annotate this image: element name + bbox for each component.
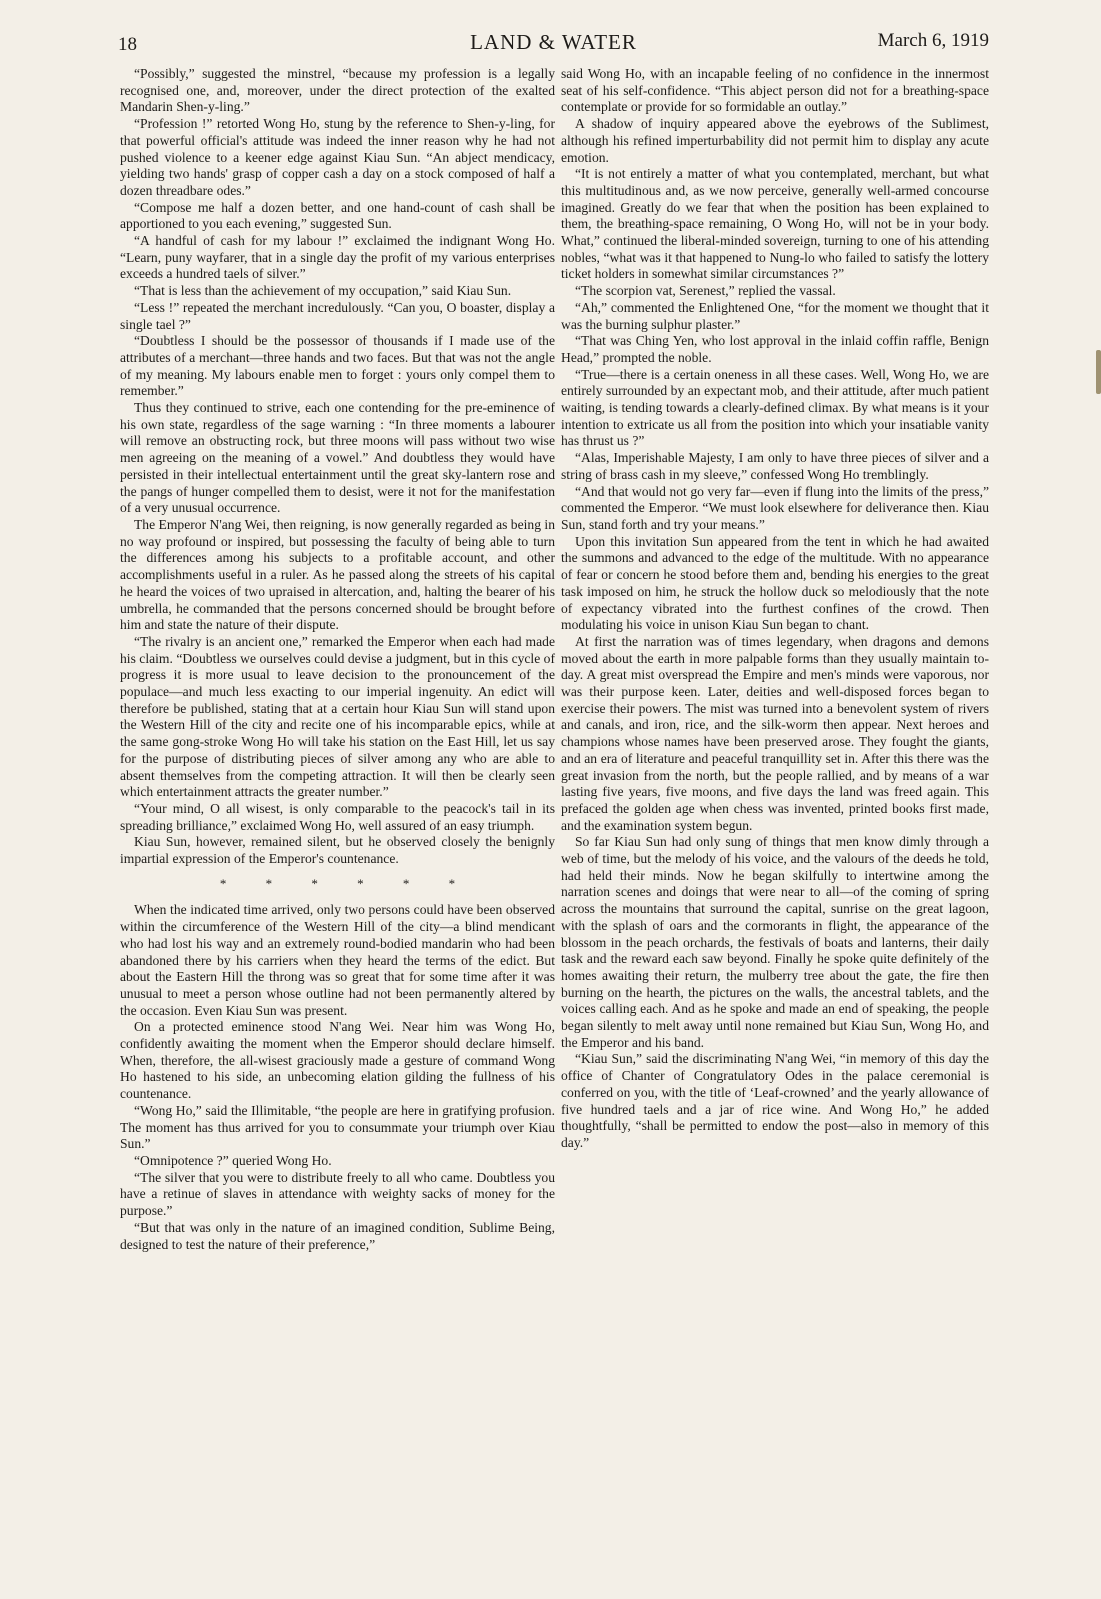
publication-title: LAND & WATER [470, 30, 637, 54]
paragraph: “A handful of cash for my labour !” exclaimed the indignant Wong Ho. “Learn, puny wayfarer, that in a single day the profit of my various enterprises exceeds a hundred taels of silver.” [120, 233, 555, 282]
paragraph: “Possibly,” suggested the minstrel, “because my profession is a legally recognised one, and, moreover, under the direct protection of the exalted Mandarin Shen-y-ling.” [120, 66, 555, 115]
paragraph: “Omnipotence ?” queried Wong Ho. [134, 1153, 332, 1168]
paragraph: Kiau Sun, however, remained silent, but he observed closely the benignly impartial expression of the Emperor's countenance. [120, 834, 555, 867]
paragraph: “Wong Ho,” said the Illimitable, “the people are here in gratifying profusion. The moment has thus arrived for you to consummate your triumph over Kiau Sun.” [120, 1102, 555, 1152]
paragraph: “Doubtless I should be the possessor of thousands if I made use of the attributes of a merchant—three hands and two faces. But that was not the angle of my meaning. My labours enable men to forget : yours only compel them to remember.” [120, 333, 555, 399]
paragraph: The Emperor N'ang Wei, then reigning, is now generally regarded as being in no way profound or inspired, but possessing the faculty of being able to turn the differences among his subjects to a profitable account, and other accomplishments useful in a ruler. As he passed along the streets of his capital he heard the voices of two upraised in altercation, and, halting the bearer of his umbrella, he commanded that the persons concerned should be brought before him and state the nature of their dispute. [120, 516, 555, 633]
page-edge-mark [1096, 350, 1101, 394]
paragraph: “Less !” repeated the merchant incredulously. “Can you, O boaster, display a single tael ?” [120, 299, 555, 332]
paragraph: “That was Ching Yen, who lost approval in the inlaid coffin raffle, Benign Head,” prompted the noble. [561, 333, 989, 365]
paragraph: When the indicated time arrived, only two persons could have been observed within the circumference of the Western Hill of the city—a blind mendicant who had lost his way and an extremely round-bodied mandarin who had been abandoned there by his carriers when they heard the terms of the edict. But about the Eastern Hill the throng was so great that for some time after it was unusual to meet a person whose outline had not been permanently altered by the occasion. Even Kiau Sun was present. [120, 902, 555, 1018]
paragraph: “But that was only in the nature of an imagined condition, Sublime Being, designed to test the nature of their preference,” [120, 1219, 555, 1252]
left-paragraphs [120, 66, 555, 868]
paragraph: “Profession !” retorted Wong Ho, stung by the reference to Shen-y-ling, for that powerful official's attitude was indeed the inner reason why he had not pushed violence to a keener edge against Kiau Sun. “An abject mendicacy, yielding two hands' grasp of copper cash a day on a stock composed of half a dozen threadbare odes.” [120, 116, 555, 198]
left-paragraphs-after [120, 902, 555, 1253]
paragraph: said Wong Ho, with an incapable feeling of no confidence in the innermost seat of his self-confidence. “This abject person did not for a breathing-space contemplate or provide for so formidable an outlay.” [561, 66, 989, 115]
paragraph: “Kiau Sun,” said the discriminating N'ang Wei, “in memory of this day the office of Chanter of Congratulatory Odes in the palace ceremonial is conferred on you, with the title of ‘Leaf-crowned’ and the yearly allowance of five hundred taels and a jar of rice wine. And Wong Ho,” he added thoughtfully, “shall be permitted to endow the post—also in memory of this day.” [561, 1051, 989, 1150]
right-column [561, 66, 989, 1152]
paragraph: “Compose me half a dozen better, and one hand-count of cash shall be apportioned to you each evening,” suggested Sun. [120, 199, 555, 232]
paragraph: “The rivalry is an ancient one,” remarked the Emperor when each had made his claim. “Doubtless we ourselves could devise a judgment, but in this cycle of progress it is more usual to leave decision to the pronouncement of the populace—and much less exacting to our imperial ingenuity. An edict will therefore be published, stating that at a certain hour Kiau Sun will stand upon the Western Hill of the city and recite one of his incomparable epics, while at the same gong-stroke Wong Ho will take his station on the East Hill, let us say for the purpose of distributing pieces of silver among any who are able to absent themselves from the competing attraction. It will then be clearly seen which entertainment attracts the greater number.” [120, 633, 555, 800]
right-paragraphs [561, 66, 989, 1152]
paragraph: Thus they continued to strive, each one contending for the pre-eminence of his own state, regardless of the sage warning : “In three moments a labourer will remove an obstructing rock, but three moons will pass without two wise men agreeing on the meaning of a vowel.” And doubtless they would have persisted in their intellectual entertainment until the great sky-lantern rose and the pangs of hunger compelled them to desist, were it not for the manifestation of a very unusual occurrence. [120, 400, 555, 516]
paragraph: A shadow of inquiry appeared above the eyebrows of the Sublimest, although his refined imperturbability did not permit him to display any acute emotion. [561, 116, 989, 165]
paragraph: “Your mind, O all wisest, is only comparable to the peacock's tail in its spreading brilliance,” exclaimed Wong Ho, well assured of an easy triumph. [120, 800, 555, 833]
paragraph: On a protected eminence stood N'ang Wei. Near him was Wong Ho, confidently awaiting the moment when the Emperor should declare himself. When, therefore, the all-wisest graciously made a gesture of command Wong Ho hastened to his side, an unbecoming elation gilding the fullness of his countenance. [120, 1019, 555, 1102]
issue-date: March 6, 1919 [877, 30, 989, 51]
paragraph: “The silver that you were to distribute freely to all who came. Doubtless you have a retinue of slaves in attendance with weighty sacks of money for the purpose.” [120, 1169, 555, 1219]
paragraph: “It is not entirely a matter of what you contemplated, merchant, but what this multitudinous and, as we now perceive, generally well-armed concourse imagined. Greatly do we fear that when the position has been explained to them, the breathing-space remaining, O Wong Ho, will not be in your body. What,” continued the liberal-minded sovereign, turning to one of his attending nobles, “what was it that happened to Nung-lo who failed to satisfy the lottery ticket holders in somewhat similar circumstances ?” [561, 166, 989, 282]
page-header [118, 30, 989, 60]
paragraph: “Ah,” commented the Enlightened One, “for the moment we thought that it was the burning sulphur plaster.” [561, 299, 989, 332]
paragraph: “That is less than the achievement of my occupation,” said Kiau Sun. [134, 283, 512, 299]
paragraph: Upon this invitation Sun appeared from the tent in which he had awaited the summons and advanced to the edge of the multitude. With no appearance of fear or concern he stood before them and, bending his energies to the great task imposed on him, he struck the hollow duck so melodiously that the note of expectancy vibrated into the furthest confines of the crowd. Then modulating his voice in unison Kiau Sun began to chant. [561, 533, 989, 633]
paragraph: At first the narration was of times legendary, when dragons and demons moved about the earth in more palpable forms than they usually maintain to-day. A great mist overspread the Empire and men's minds were vaporous, nor was their purpose keen. Later, deities and well-disposed forces began to exercise their powers. The mist was turned into a benevolent system of rivers and canals, and iron, rice, and the silk-worm then appear. Next heroes and champions whose names have been preserved arose. They fought the giants, and an era of literature and peaceful tranquillity set in. After this there was the great invasion from the north, but the people rallied, and by means of a war lasting five years, five moons, and five days the land was freed again. This prefaced the golden age when chess was invented, printed books first made, and the examination system begun. [561, 633, 989, 833]
left-column [120, 66, 555, 1253]
paragraph: “Alas, Imperishable Majesty, I am only to have three pieces of silver and a string of brass cash in my sleeve,” confessed Wong Ho tremblingly. [561, 450, 989, 482]
paragraph: “True—there is a certain oneness in all these cases. Well, Wong Ho, we are entirely surrounded by an expectant mob, and their attitude, after much patient waiting, is tending towards a clearly-defined climax. By what means is it your intention to extricate us all from the position into which your insatiable vanity has thrust us ?” [561, 366, 989, 449]
paragraph: “The scorpion vat, Serenest,” replied the vassal. [575, 283, 836, 299]
section-separator: * * * * * * [219, 875, 474, 891]
paragraph: “And that would not go very far—even if flung into the limits of the press,” commented the Emperor. “We must look elsewhere for deliverance then. Kiau Sun, stand forth and try your means.” [561, 483, 989, 532]
page-number: 18 [118, 34, 137, 55]
paragraph: So far Kiau Sun had only sung of things that men know dimly through a web of time, but the melody of his voice, and the valours of the deeds he told, had held their minds. Now he began skilfully to intertwine among the narration scenes and doings that were near to all—of the coming of spring across the mountains that surround the capital, sunrise on the great lagoon, with the splash of oars and the cormorants in flight, the appearance of the blossom in the peach orchards, the festivals of boats and lanterns, their daily task and the reward each saw beyond. Finally he spoke quite definitely of the homes awaiting their return, the mulberry tree about the gate, the fire then burning on the hearth, the pictures on the walls, the ancestral tablets, and the voices calling each. And as he spoke and made an end of speaking, the people began silently to melt away until none remained but Kiau Sun, Wong Ho, and the Emperor and his band. [561, 834, 989, 1050]
